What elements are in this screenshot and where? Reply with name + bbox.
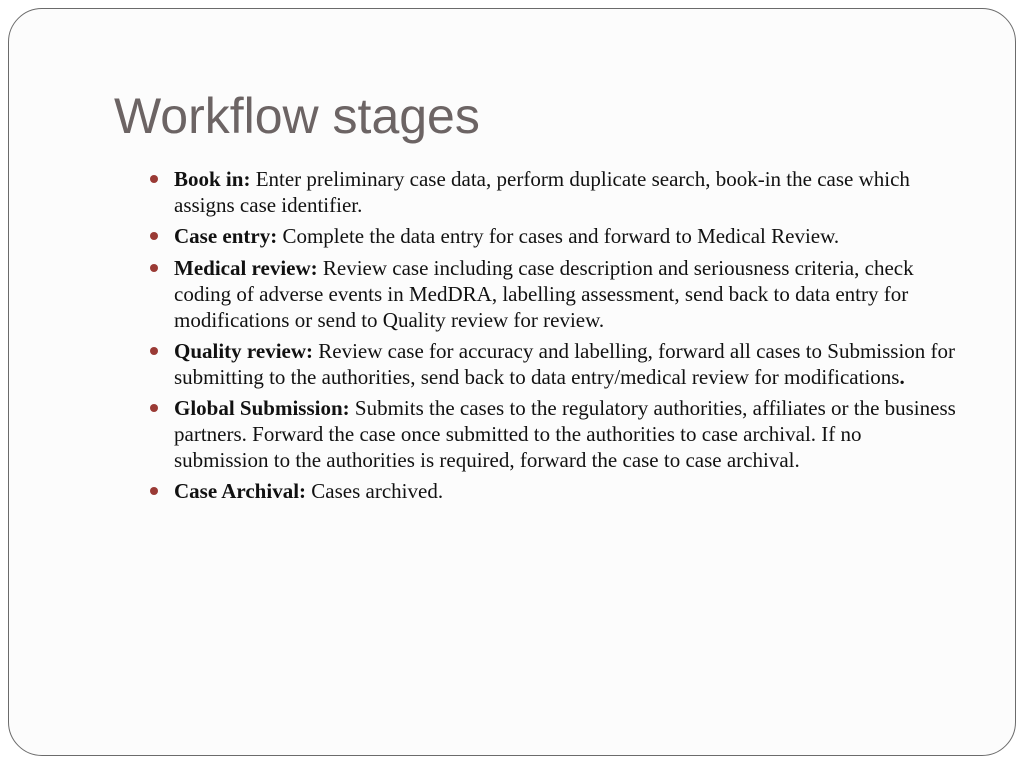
bullet-dot-icon <box>150 487 158 495</box>
bullet-label: Case entry: <box>174 224 278 249</box>
bullet-text: Review case for accuracy and labelling, forward all cases to Submission for submitting to the authorities, send back to data entry/medical review for modifications <box>174 338 956 389</box>
bullet-dot-icon <box>150 264 158 272</box>
bullet-label: Quality review: <box>174 338 314 363</box>
bullet-text: Enter preliminary case data, perform duplicate search, book-in the case which assigns case identifier. <box>174 167 910 217</box>
bullet-item-case-archival <box>148 478 958 504</box>
bullet-dot-icon <box>150 404 158 412</box>
bullet-label: Medical review: <box>174 255 318 280</box>
bullet-label: Book in: <box>174 167 251 191</box>
bullet-item-quality-review <box>148 338 958 390</box>
bullet-dot-icon <box>150 175 158 183</box>
bullet-label: Global Submission: <box>174 396 350 421</box>
bullet-text: Complete the data entry for cases and forward to Medical Review. <box>277 224 840 249</box>
bullet-item-global-submission <box>148 395 958 473</box>
bullet-label: Case Archival: <box>174 479 307 504</box>
bullet-item-medical-review <box>148 255 958 333</box>
bullet-dot-icon <box>150 347 158 355</box>
bullet-list <box>148 166 958 510</box>
bullet-text: Cases archived. <box>306 479 444 504</box>
bullet-text: Submits the cases to the regulatory authorities, affiliates or the business partners. Forward the case once submitted to the authorities to case archival. If no submission to the authorities is required, forward the case to case archival. <box>174 396 956 473</box>
slide-title: Workflow stages <box>114 88 480 144</box>
bullet-dot-icon <box>150 232 158 240</box>
bullet-item-case-entry <box>148 223 958 249</box>
bullet-text: Review case including case description and seriousness criteria, check coding of adverse events in MedDRA, labelling assessment, send back to data entry for modifications or send to Quality review for review. <box>174 255 914 332</box>
bullet-tail: . <box>899 364 905 389</box>
bullet-item-book-in <box>148 166 958 218</box>
